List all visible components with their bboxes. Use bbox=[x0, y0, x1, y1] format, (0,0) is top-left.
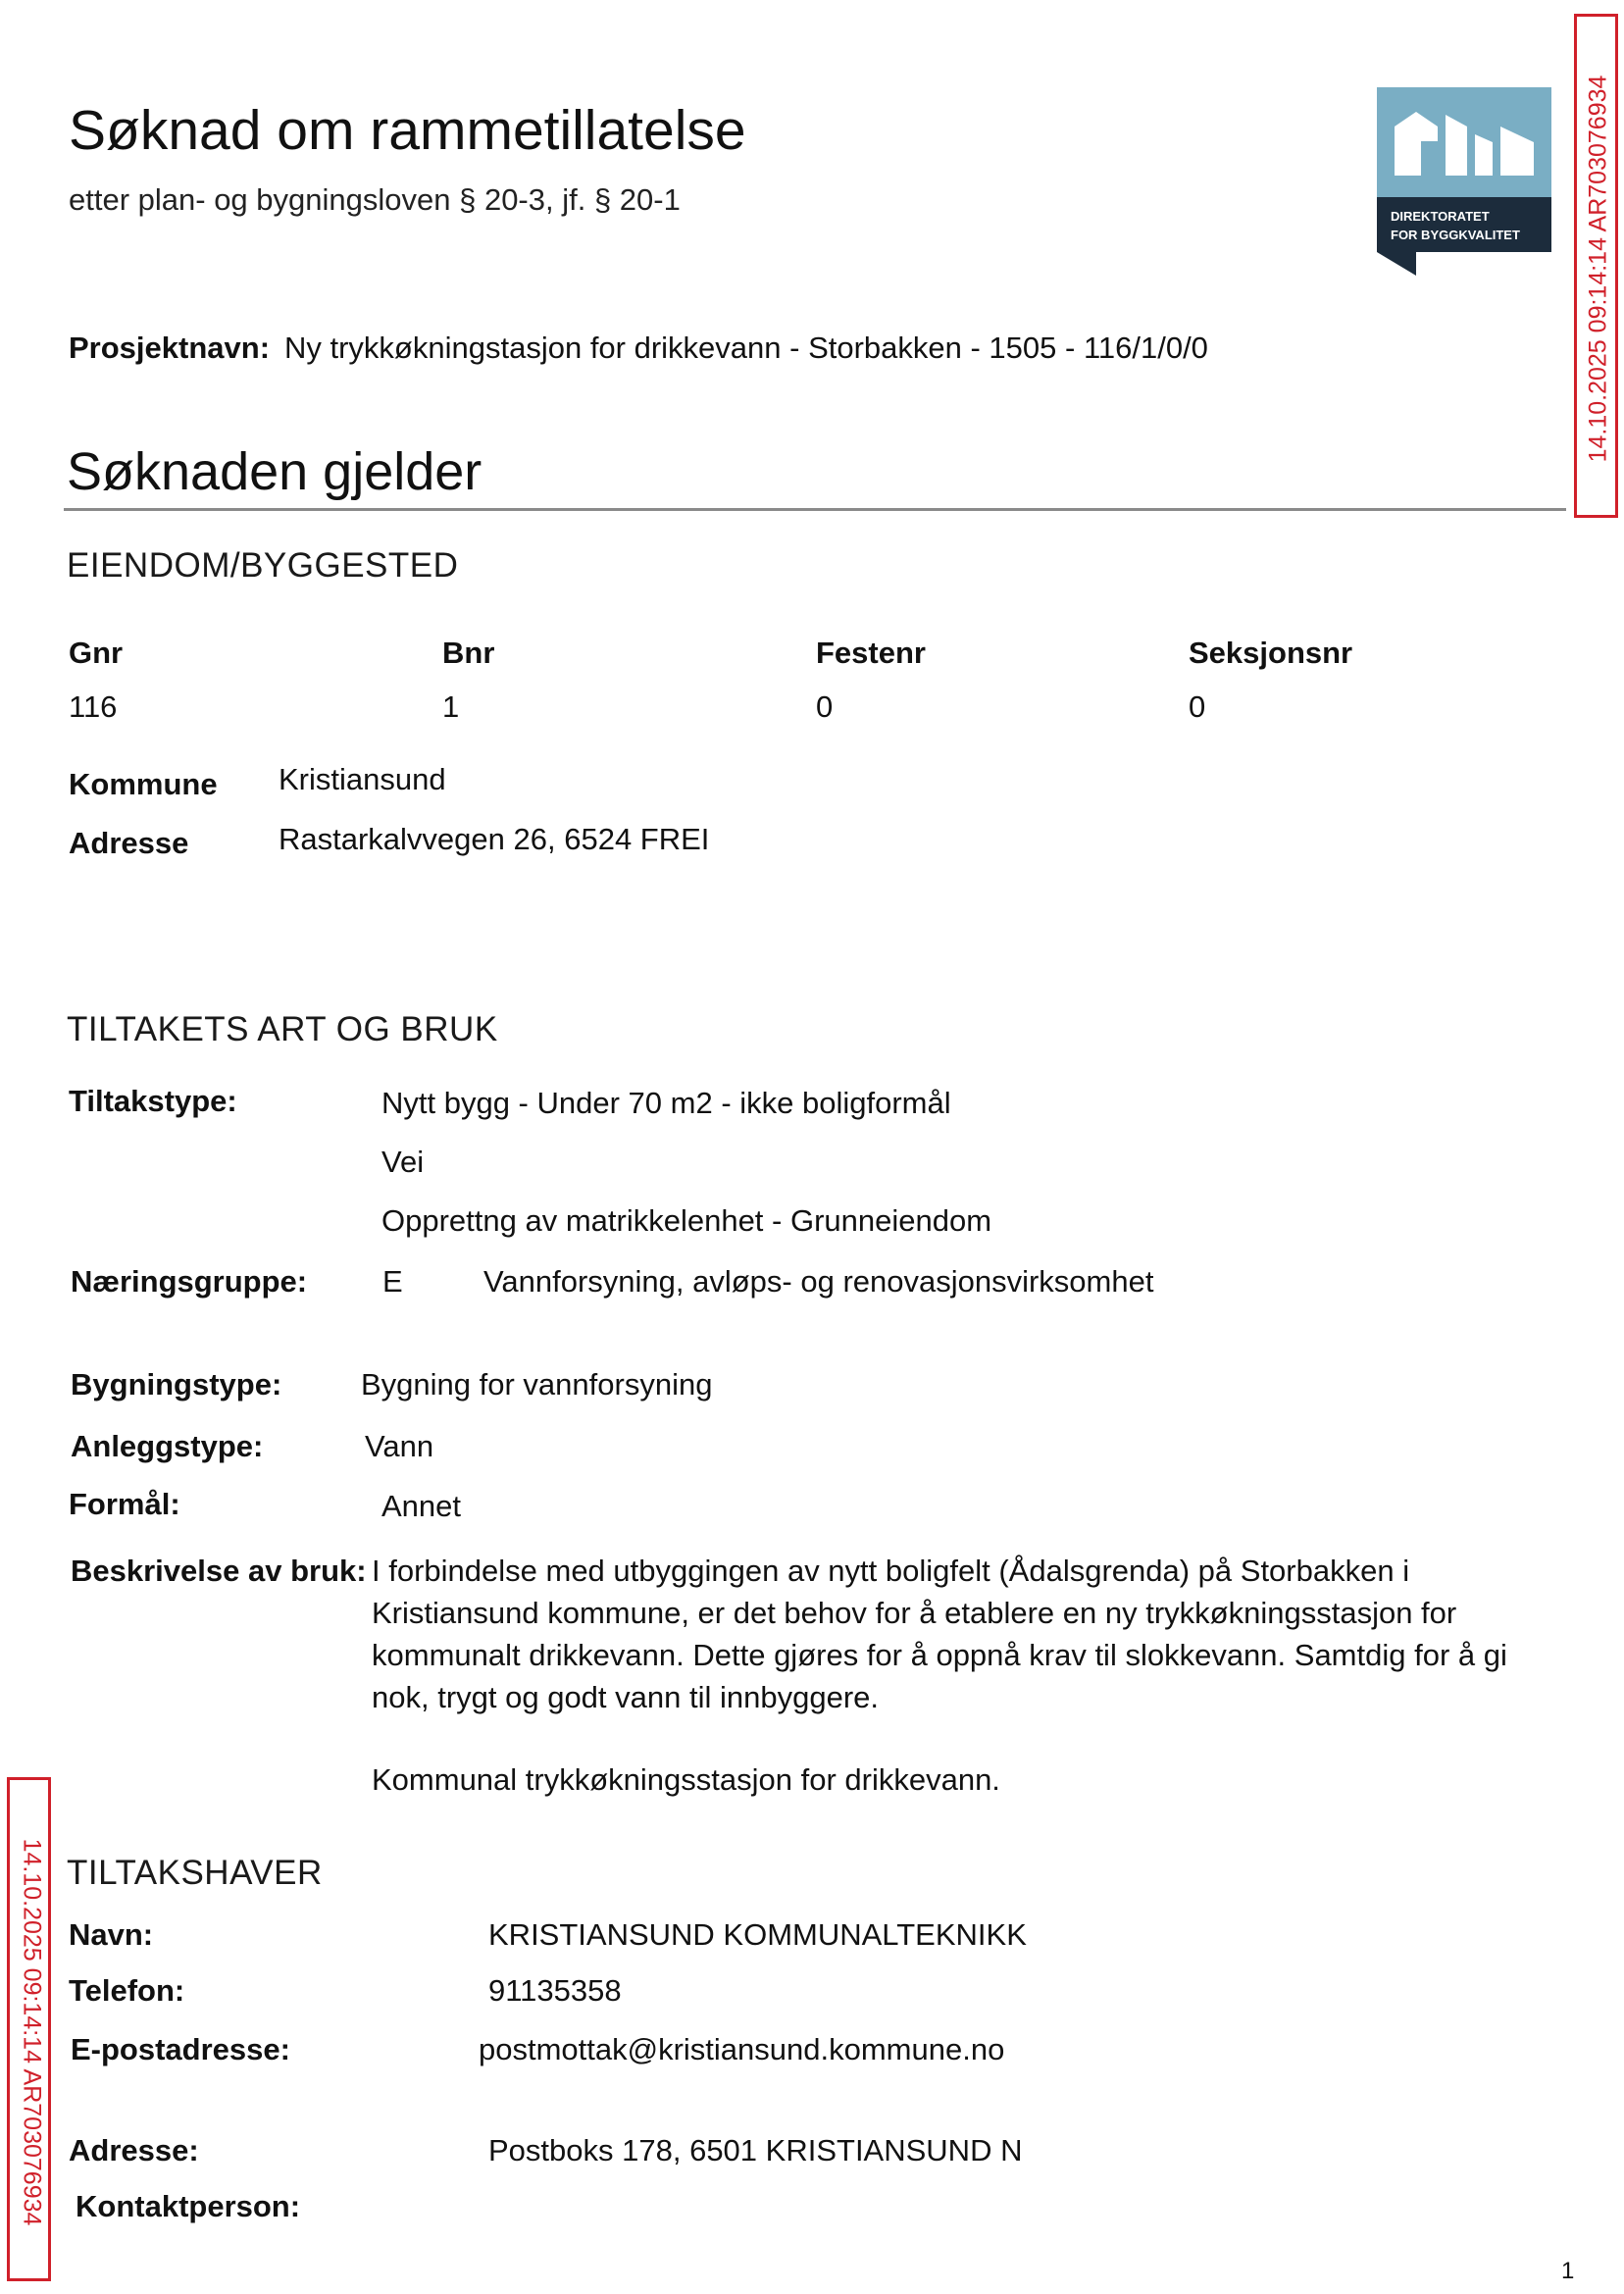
navn-label: Navn: bbox=[69, 1917, 154, 1952]
seksjonsnr-value: 0 bbox=[1189, 689, 1206, 724]
festenr-label: Festenr bbox=[816, 636, 926, 670]
beskrivelse-text: I forbindelse med utbyggingen av nytt boligfelt (Ådalsgrenda) på Storbakken i Kristiansund kommune, er det behov for å etablere en ny trykkøkningsstasjon for kommunalt drikkevann. Dette gjøres for å oppnå krav til slokkevann. Samtdig for å gi nok, trygt og godt vann til innbyggere. bbox=[372, 1554, 1507, 1714]
project-name: Ny trykkøkningstasjon for drikkevann - Storbakken - 1505 - 116/1/0/0 bbox=[284, 331, 1208, 365]
tiltak-heading: TILTAKETS ART OG BRUK bbox=[67, 1010, 498, 1048]
tiltakshaver-adresse-label: Adresse: bbox=[69, 2133, 199, 2167]
tiltakshaver-adresse-value: Postboks 178, 6501 KRISTIANSUND N bbox=[488, 2133, 1023, 2167]
kommune-value: Kristiansund bbox=[279, 762, 446, 796]
tiltakstype-2: Vei bbox=[381, 1145, 425, 1179]
bygningstype-label: Bygningstype: bbox=[71, 1367, 282, 1402]
telefon-value: 91135358 bbox=[488, 1973, 622, 2008]
formaal-label: Formål: bbox=[69, 1487, 180, 1521]
epost-value: postmottak@kristiansund.kommune.no bbox=[479, 2032, 1005, 2066]
anleggstype-label: Anleggstype: bbox=[71, 1429, 264, 1463]
gnr-value: 116 bbox=[69, 689, 118, 724]
naering-code: E bbox=[382, 1264, 403, 1299]
bnr-value: 1 bbox=[442, 689, 460, 724]
kommune-label: Kommune bbox=[69, 767, 218, 801]
anleggstype-value: Vann bbox=[365, 1429, 434, 1463]
svg-text:FOR BYGGKVALITET: FOR BYGGKVALITET bbox=[1391, 228, 1520, 242]
stamp-top-right bbox=[1574, 14, 1618, 518]
naering-label: Næringsgruppe: bbox=[71, 1264, 308, 1299]
epost-label: E-postadresse: bbox=[71, 2032, 290, 2066]
tiltakshaver-heading: TILTAKSHAVER bbox=[67, 1854, 323, 1892]
building-logo-icon bbox=[1377, 87, 1551, 276]
tiltakstype-label: Tiltakstype: bbox=[69, 1084, 237, 1118]
page-number: 1 bbox=[1561, 2258, 1575, 2284]
beskrivelse-label: Beskrivelse av bruk: bbox=[71, 1554, 367, 1588]
project-label: Prosjektnavn: bbox=[69, 331, 271, 365]
festenr-value: 0 bbox=[816, 689, 834, 724]
page-subtitle: etter plan- og bygningsloven § 20-3, jf. § 20-1 bbox=[69, 182, 681, 217]
kontaktperson-label: Kontaktperson: bbox=[76, 2189, 301, 2223]
bnr-label: Bnr bbox=[442, 636, 495, 670]
svg-text:DIREKTORATET: DIREKTORATET bbox=[1391, 209, 1490, 224]
tiltakstype-3: Opprettng av matrikkelenhet - Grunneiendom bbox=[381, 1203, 992, 1238]
dibk-logo bbox=[1377, 87, 1551, 252]
seksjonsnr-label: Seksjonsnr bbox=[1189, 636, 1353, 670]
naering-text: Vannforsyning, avløps- og renovasjonsvirksomhet bbox=[483, 1264, 1154, 1299]
section-divider bbox=[64, 508, 1566, 511]
adresse-label: Adresse bbox=[69, 826, 189, 860]
page-title: Søknad om rammetillatelse bbox=[69, 99, 746, 162]
bygningstype-value: Bygning for vannforsyning bbox=[361, 1367, 713, 1402]
stamp-bottom-left-text: 14.10.2025 09:14:14 AR703076934 bbox=[18, 1838, 46, 2226]
adresse-value: Rastarkalvvegen 26, 6524 FREI bbox=[279, 822, 710, 856]
formaal-value: Annet bbox=[381, 1489, 462, 1523]
stamp-top-right-text: 14.10.2025 09:14:14 AR703076934 bbox=[1584, 75, 1612, 463]
gnr-label: Gnr bbox=[69, 636, 124, 670]
eiendom-heading: EIENDOM/BYGGESTED bbox=[67, 546, 459, 585]
stamp-bottom-left bbox=[7, 1777, 51, 2281]
section-title: Søknaden gjelder bbox=[67, 442, 482, 501]
telefon-label: Telefon: bbox=[69, 1973, 185, 2008]
navn-value: KRISTIANSUND KOMMUNALTEKNIKK bbox=[488, 1917, 1027, 1952]
beskrivelse-summary: Kommunal trykkøkningsstasjon for drikkevann. bbox=[372, 1762, 1000, 1797]
tiltakstype-1: Nytt bygg - Under 70 m2 - ikke boligformål bbox=[381, 1086, 951, 1120]
